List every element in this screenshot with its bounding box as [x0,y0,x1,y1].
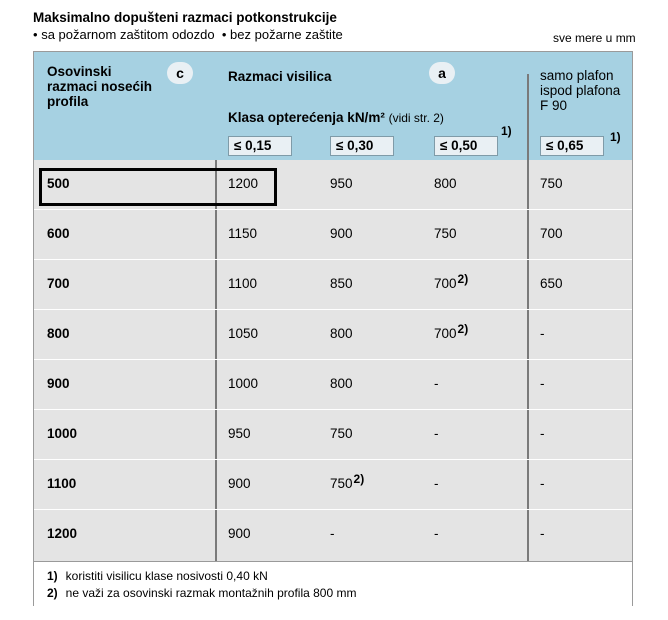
cell-spacing [47,426,77,442]
footnote-mark: 2) [47,586,58,600]
cell-value: 1200 [47,526,78,541]
table-title: Maksimalno dopušteni razmaci potkonstrukcije [33,10,337,25]
cell-load-065 [540,426,545,442]
cell-load-065 [540,526,545,542]
cell-value: 600 [47,226,70,241]
load-badge-065: ≤ 0,65 [540,136,604,156]
cell-load-015 [228,226,257,242]
cell-value: 900 [228,476,251,491]
cell-load-050 [434,226,457,242]
cell-value: 950 [330,176,353,191]
legend [33,27,343,42]
cell-load-065 [540,376,545,392]
load-badge-030: ≤ 0,30 [330,136,394,156]
cell-value: 500 [47,176,70,191]
cell-load-065 [540,276,563,292]
table-row [34,210,632,256]
cell-value: 800 [434,176,457,191]
cell-value: - [540,326,545,341]
cell-load-050 [434,322,469,342]
table-header [34,52,632,160]
cell-value: 650 [540,276,563,291]
cell-value: 1000 [228,376,259,391]
cell-value: 850 [330,276,353,291]
cell-load-065 [540,226,563,242]
cell-value: 700 [434,326,457,341]
cell-value: 1200 [228,176,259,191]
col4-footnote: 1) [610,130,621,144]
cell-load-015 [228,376,258,392]
cell-value: - [330,526,335,541]
cell-load-050 [434,376,439,392]
cell-load-015 [228,326,258,342]
cell-value: 1050 [228,326,259,341]
cell-value: 900 [330,226,353,241]
cell-value: - [434,426,439,441]
cell-value: 750 [330,426,353,441]
header-group-title: Razmaci visilica [228,69,332,84]
cell-value: 950 [228,426,251,441]
cell-value: 1000 [47,426,78,441]
header-col0-line1: Osovinski [47,64,112,79]
cell-value: 1150 [228,226,258,241]
cell-load-050 [434,272,469,292]
cell-load-050 [434,426,439,442]
cell-load-030 [330,326,353,342]
cell-value: 700 [434,276,457,291]
cell-footnote: 2) [457,272,469,286]
cell-load-015 [228,526,251,542]
cell-load-050 [434,476,439,492]
cell-load-050 [434,176,457,192]
cell-load-065 [540,176,563,192]
cell-load-030 [330,226,353,242]
cell-value: - [540,526,545,541]
cell-spacing [47,276,70,292]
cell-load-030 [330,376,353,392]
header-col4-line3: F 90 [540,98,568,113]
cell-load-015 [228,276,257,292]
load-badge-015: ≤ 0,15 [228,136,292,156]
cell-value: 700 [47,276,70,291]
footnotes [34,561,632,606]
cell-value: - [434,476,439,491]
cell-value: 900 [47,376,70,391]
cell-value: - [540,426,545,441]
table-row [34,310,632,356]
cell-value: 1100 [47,476,77,491]
cell-load-030 [330,472,365,492]
legend-with-protection: sa požarnom zaštitom odozdo [41,27,215,42]
footnote-text: ne važi za osovinski razmak montažnih profila 800 mm [65,586,357,600]
highlight-box [39,168,277,206]
cell-value: 1100 [228,276,258,291]
cell-load-015 [228,476,251,492]
bullet-icon: • [33,27,38,42]
marker-c: c [167,62,193,84]
cell-value: 900 [228,526,251,541]
footnote-2 [47,586,356,600]
header-col0-line2: razmaci nosećih [47,79,153,94]
legend-without-protection: bez požarne zaštite [230,27,343,42]
table-row [34,410,632,456]
cell-value: 750 [434,226,457,241]
footnote-text: koristiti visilicu klase nosivosti 0,40 kN [65,569,268,583]
load-class-label: Klasa opterećenja kN/m² [228,110,385,125]
cell-value: - [540,476,545,491]
cell-spacing [47,526,77,542]
cell-load-065 [540,326,545,342]
spacing-table [33,51,633,606]
cell-spacing [47,476,76,492]
cell-value: 750 [540,176,563,191]
cell-spacing [47,226,70,242]
header-load-class [228,110,444,126]
cell-spacing [47,326,70,342]
table-row [34,360,632,406]
load-badge-050: ≤ 0,50 [434,136,498,156]
cell-value: 750 [330,476,353,491]
cell-load-030 [330,526,335,542]
header-col4-line1: samo plafon [540,68,614,83]
units-note: sve mere u mm [553,31,636,45]
footnote-mark: 1) [47,569,58,583]
cell-footnote: 2) [353,472,365,486]
cell-value: 800 [330,326,353,341]
load-class-footnote: 1) [501,124,512,138]
cell-load-065 [540,476,545,492]
cell-value: - [434,526,439,541]
cell-load-030 [330,276,353,292]
cell-spacing [47,376,70,392]
header-col0-line3: profila [47,94,89,109]
cell-load-030 [330,176,353,192]
cell-value: 800 [47,326,70,341]
bullet-icon: • [221,27,227,42]
marker-a: a [429,62,455,84]
cell-value: - [540,376,545,391]
cell-value: 700 [540,226,563,241]
cell-value: - [434,376,439,391]
cell-load-030 [330,426,353,442]
cell-load-015 [228,426,251,442]
table-row [34,460,632,506]
table-row [34,510,632,556]
table-row [34,260,632,306]
cell-footnote: 2) [457,322,469,336]
header-col4-line2: ispod plafona [540,83,621,98]
cell-value: 800 [330,376,353,391]
footnote-1 [47,569,268,583]
load-class-note: (vidi str. 2) [388,111,444,125]
cell-load-050 [434,526,439,542]
